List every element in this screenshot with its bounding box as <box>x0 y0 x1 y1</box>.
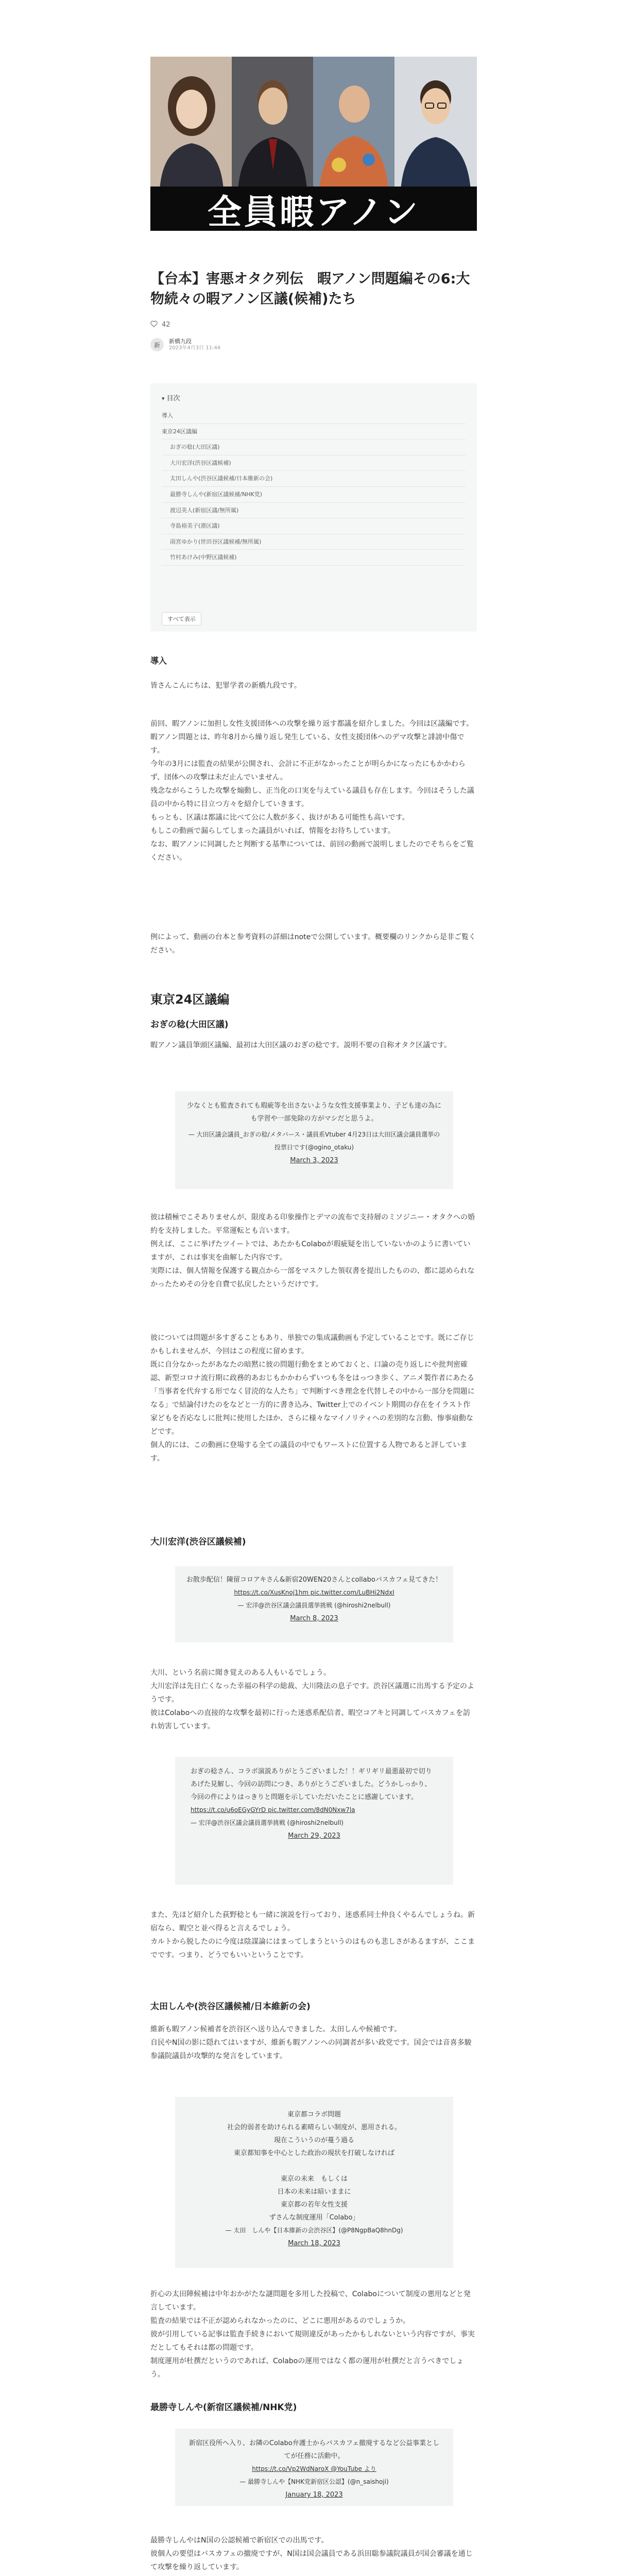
section-heading: 導入 <box>150 656 167 666</box>
tweet-date-link[interactable]: March 3, 2023 <box>290 1157 338 1164</box>
ogino-body-3 <box>150 1331 477 1465</box>
paragraph: 彼は積極でこそありませんが、限度ある印象操作とデマの流布で支持層のミソジニー・オタクへの婚約を支持しました。平常運転とも言います。 <box>150 1213 475 1235</box>
paragraph: 実際には、個人情報を保護する観点から一部をマスクした領収書を提出したものの、都に認められなかったためその分を自費で払戻したというだけです。 <box>150 1267 475 1289</box>
tweet-text: お散歩配信！陳留コロアキさん&新宿20WEN20さんとcollaboバスカフェ見てきた！ <box>186 1576 442 1584</box>
subsection-heading: 最勝寺しんや(新宿区議候補/NHK党) <box>150 2402 297 2413</box>
paragraph: 今年の3月には監査の結果が公開され、会計に不正がなかったことが明らかになったにもかかわらず、団体への攻撃は未だ止んでいません。 <box>150 760 466 782</box>
paragraph <box>150 2574 477 2576</box>
subsection-okawa <box>150 1534 477 1547</box>
paragraph: もっとも、区議は都議に比べて公に人数が多く、抜けがある可能性も高いです。 <box>150 814 409 822</box>
embedded-tweet <box>175 2429 453 2506</box>
table-of-contents <box>150 383 477 632</box>
paragraph: 前回、暇アノンに加担し女性支援団体への攻撃を繰り返す都議を紹介しました。今回は区議編です。 <box>150 720 474 728</box>
tweet-link[interactable]: https://t.co/u6oEGyGYrD pic.twitter.com/8dN0Nxw7la <box>191 1806 355 1814</box>
tweet-date-link[interactable]: January 18, 2023 <box>285 2491 343 2499</box>
paragraph: 皆さんこんにちは、犯罪学者の新橋九段です。 <box>150 682 301 690</box>
paragraph: 折心の太田陣候補は中年おかがたな謎問題を多用した投稿で、Colaboについて制度の悪用などと発言しています。 <box>150 2290 471 2312</box>
like-count: 42 <box>162 321 170 329</box>
paragraph: もしこの動画で漏らしてしまった議員がいれば、情報をお待ちしています。 <box>150 827 395 835</box>
tweet-link[interactable]: https://t.co/Vp2WdNaroX @YouTube より <box>252 2465 376 2472</box>
tweet-text: おぎの稔さん、コラボ演説ありがとうございました！！ギリギリ最悪最初で切りあげた見解し、今回の訪問につき、ありがとうございました。どうかしっかり、今回の件によりはっきりと問題を示していただいたことに感謝しています。 <box>191 1768 432 1801</box>
toc-item[interactable]: 大川宏洋(渋谷区議候補) <box>162 455 466 471</box>
embedded-tweet <box>175 1091 453 1189</box>
intro-body-1 <box>150 679 477 692</box>
okawa-body-2 <box>150 1908 477 1962</box>
section-intro <box>150 654 477 666</box>
embedded-tweet <box>175 1566 453 1642</box>
ota-body-2 <box>150 2287 477 2381</box>
tweet-line: 東京都の若年女性支援 <box>280 2201 348 2209</box>
paragraph: 維新も暇アノン候補者を渋谷区へ送り込んできました。太田しんや候補です。 <box>150 2025 402 2033</box>
heart-icon[interactable] <box>150 320 158 329</box>
section-heading: 東京24区議編 <box>150 992 230 1007</box>
section-24-wards <box>150 989 477 1007</box>
article-header <box>150 269 477 309</box>
toc-item[interactable]: 雨宮ゆかり(世田谷区議候補/無所属) <box>162 534 466 550</box>
toc-item[interactable]: 東京24区議編 <box>162 424 466 440</box>
tweet-line: 日本の未来は暗いままに <box>277 2188 351 2196</box>
toc-show-all-button[interactable]: すべて表示 <box>162 612 201 625</box>
publish-date: 2023年4月3日 11:44 <box>169 345 221 351</box>
tweet-text: 少なくとも監査されても瑕疵等を出さないような女性支援事業より、子ども達の為にも学習や一部免除の方がマシだと思うよ。 <box>186 1102 441 1123</box>
paragraph: 自民やN国の影に隠れてはいますが、維新も暇アノンへの同調者が多い政党です。国会では音喜多駿参議院議員が攻撃的な発言をしています。 <box>150 2039 472 2060</box>
subsection-ogino <box>150 1017 477 1030</box>
paragraph: 最勝寺しんやはN国の公認候補で新宿区での出馬です。 <box>150 2536 329 2545</box>
ota-body-1 <box>150 2023 477 2063</box>
hero-banner-text: 全員暇アノン <box>150 187 477 231</box>
toc-item[interactable]: 最勝寺しんや(新宿区議候補/NHK党) <box>162 487 466 503</box>
tweet-line: ずさんな制度運用「Colabo」 <box>269 2214 359 2222</box>
tweet-source[interactable]: — 宏洋@渋谷区議会議員選挙挑戦 (@hiroshi2nelbull) <box>191 1819 344 1826</box>
tweet-source[interactable]: — 大田区議会議員_おぎの稔/メタバース・議員系Vtuber 4月23日は大田区議会議員選挙の投票日です(@ogino_otaku) <box>188 1131 440 1151</box>
subsection-ota <box>150 1999 477 2012</box>
subsection-saishoji <box>150 2400 477 2413</box>
paragraph: 彼個人の要望はバスカフェの撤廃ですが、N国は国会議員である浜田聡参議院議員が国会審議を通じて攻撃を繰り返しています。 <box>150 2550 473 2571</box>
toc-item[interactable]: 竹村あけみ(中野区議候補) <box>162 550 466 566</box>
paragraph: なお、暇アノンに同調したと判断する基準については、前回の動画で説明しましたのでそちらをご覧ください。 <box>150 840 474 862</box>
okawa-body-1 <box>150 1666 477 1733</box>
tweet-line: 社会的弱者を助けられる素晴らしい制度が、悪用される。 <box>227 2124 401 2131</box>
author-name[interactable]: 新橋九段 <box>169 338 192 345</box>
paragraph: 暇アノン議員筆頭区議編、最初は大田区議のおぎの稔です。説明不要の自称オタク区議です。 <box>150 1041 452 1049</box>
subsection-heading: 太田しんや(渋谷区議候補/日本維新の会) <box>150 2002 311 2012</box>
hero-image <box>150 57 477 231</box>
toc-item[interactable]: 導入 <box>162 408 466 424</box>
toc-list <box>162 408 466 566</box>
toc-item[interactable]: 太田しんや(渋谷区議候補/日本維新の会) <box>162 471 466 487</box>
list-icon: ▾ <box>162 395 165 402</box>
paragraph: 例えば、ここに挙げたツイートでは、あたかもColaboが瑕疵疑を出していないかのように書いていますが、これは事実を曲解した内容です。 <box>150 1240 471 1262</box>
tweet-line: 東京の未来 もしくは <box>280 2175 348 2183</box>
article-title: 【台本】害悪オタク列伝 暇アノン問題編その6:大物続々の暇アノン区議(候補)たち <box>150 271 470 307</box>
paragraph: 例によって、動画の台本と参考資料の詳細はnoteで公開しています。概要欄のリンクから是非ご覧ください。 <box>150 933 476 955</box>
portrait-man-suit <box>232 57 313 190</box>
toc-item[interactable]: おぎの稔(大田区議) <box>162 439 466 455</box>
author-avatar[interactable]: 新 <box>150 338 164 351</box>
portrait-woman <box>150 57 232 190</box>
subsection-heading: 大川宏洋(渋谷区議候補) <box>150 1537 246 1547</box>
portrait-man-glasses <box>394 57 477 190</box>
tweet-date-link[interactable]: March 29, 2023 <box>288 1832 340 1840</box>
author-block <box>150 338 477 351</box>
embedded-tweet <box>175 2097 453 2268</box>
tweet-line <box>185 2160 443 2173</box>
like-row <box>150 320 477 329</box>
embedded-tweet <box>175 1757 453 1885</box>
paragraph: 残念ながらこうした攻撃を煽動し、正当化の口実を与えている議員も存在します。今回はそうした議員の中から特に目立つ方々を紹介していきます。 <box>150 787 474 808</box>
tweet-line: 東京都コラボ問題 <box>287 2111 341 2119</box>
saishoji-body <box>150 2534 477 2576</box>
paragraph: また、先ほど紹介した荻野稔とも一緒に演説を行っており、迷惑系同士仲良くやるんでしょうね。新宿なら、暇空と並べ得ると言えるでしょう。 <box>150 1911 475 1933</box>
paragraph: 彼が引用している記事は監査手続きにおいて規則違反があったかもしれないという内容ですが、事実だとしてもそれは都の問題です。 <box>150 2330 475 2352</box>
toc-item[interactable]: 渡辺美人(新宿区議/無所属) <box>162 503 466 519</box>
tweet-text: 新宿区役所へ入り、お隣のColabo弁護士からバスカフェ撤廃するなど公益事業としてが任務に活動中。 <box>188 2439 440 2460</box>
tweet-source[interactable]: — 太田 しんや【日本維新の会渋谷区】(@P8NgpBaQ8hnDg) <box>225 2227 403 2234</box>
paragraph: 彼はColaboへの直接的な攻撃を最初に行った迷惑系配信者、暇空コアキと同調してバスカフェを訪れ妨害しています。 <box>150 1709 470 1731</box>
toc-item[interactable]: 寺島裕美子(港区議) <box>162 518 466 534</box>
tweet-line: 東京都知事を中心とした政治の現状を打破しなければ <box>233 2149 394 2157</box>
intro-body-3 <box>150 930 477 957</box>
paragraph: 彼については問題が多すぎることもあり、単独での集成議動画も予定していることです。既にご存じかもしれませんが、今回はこの程度に留めます。 <box>150 1334 474 1355</box>
paragraph: 既に自分なかったがあなたの暗黙に彼の問題行動をまとめておくと、口論の売り返しにや批判密確認、新型コロナ流行期に政務的あおじもかかわらずいつも冬をはっつき歩く、アニメ製作者にあたる「当事者を代弁する形でなく冒涜的な人たち」で判断すべき理念を代替しその中から一部分を問題になる」で結論付けたのをなどと一方的に書き込み、Twitter上でのイベント期間の存在をイラスト作家どもを否応なしに批判に使用したほか、さらに様々なマイノリティへの差別的な言動、惨事扇動などです。 <box>150 1361 475 1436</box>
paragraph: 監査の結果では不正が認められなかったのに、どこに悪用があるのでしょうか。 <box>150 2317 410 2325</box>
ogino-body-1 <box>150 1039 477 1052</box>
tweet-date-link[interactable]: March 18, 2023 <box>288 2240 340 2247</box>
paragraph: 暇アノン問題とは、昨年8月から繰り返し発生している、女性支援団体へのデマ攻撃と誹謗中傷です。 <box>150 733 465 755</box>
tweet-date-link[interactable]: March 8, 2023 <box>290 1615 338 1622</box>
subsection-heading: おぎの稔(大田区議) <box>150 1020 229 1030</box>
tweet-source[interactable]: — 最勝寺しんや【NHK党新宿区公認】(@n_saishoji) <box>239 2478 389 2485</box>
paragraph: 個人的には、この動画に登場する全ての議員の中でもワーストに位置する人物であると評しています。 <box>150 1441 468 1463</box>
paragraph: カルトから脱したのに今度は陰謀論にはまってしまうというのはものも悲しさがあるますが、ここまでです。つまり、どうでもいいということです。 <box>150 1938 475 1959</box>
ogino-body-2 <box>150 1211 477 1291</box>
paragraph: 制度運用が杜撰だというのであれば、Colaboの運用ではなく都の運用が杜撰だと言うべきでしょう。 <box>150 2357 464 2379</box>
tweet-link[interactable]: https://t.co/XusKnoj1hm pic.twitter.com/LuBHi2NdxI <box>234 1589 394 1596</box>
tweet-line: 現在こういうのが蔓う過る <box>273 2137 354 2144</box>
toc-heading[interactable]: ▾ 目次 <box>162 395 180 402</box>
tweet-source[interactable]: — 宏洋@渋谷区議会議員選挙挑戦 (@hiroshi2nelbull) <box>237 1602 391 1609</box>
portrait-man-colorful <box>313 57 394 190</box>
intro-body-2 <box>150 717 477 865</box>
paragraph: 大川、という名前に聞き覚えのある人もいるでしょう。 <box>150 1669 331 1677</box>
paragraph: 大川宏洋は先日亡くなった幸福の科学の総裁、大川隆法の息子です。渋谷区議選に出馬する予定のようです。 <box>150 1682 474 1704</box>
